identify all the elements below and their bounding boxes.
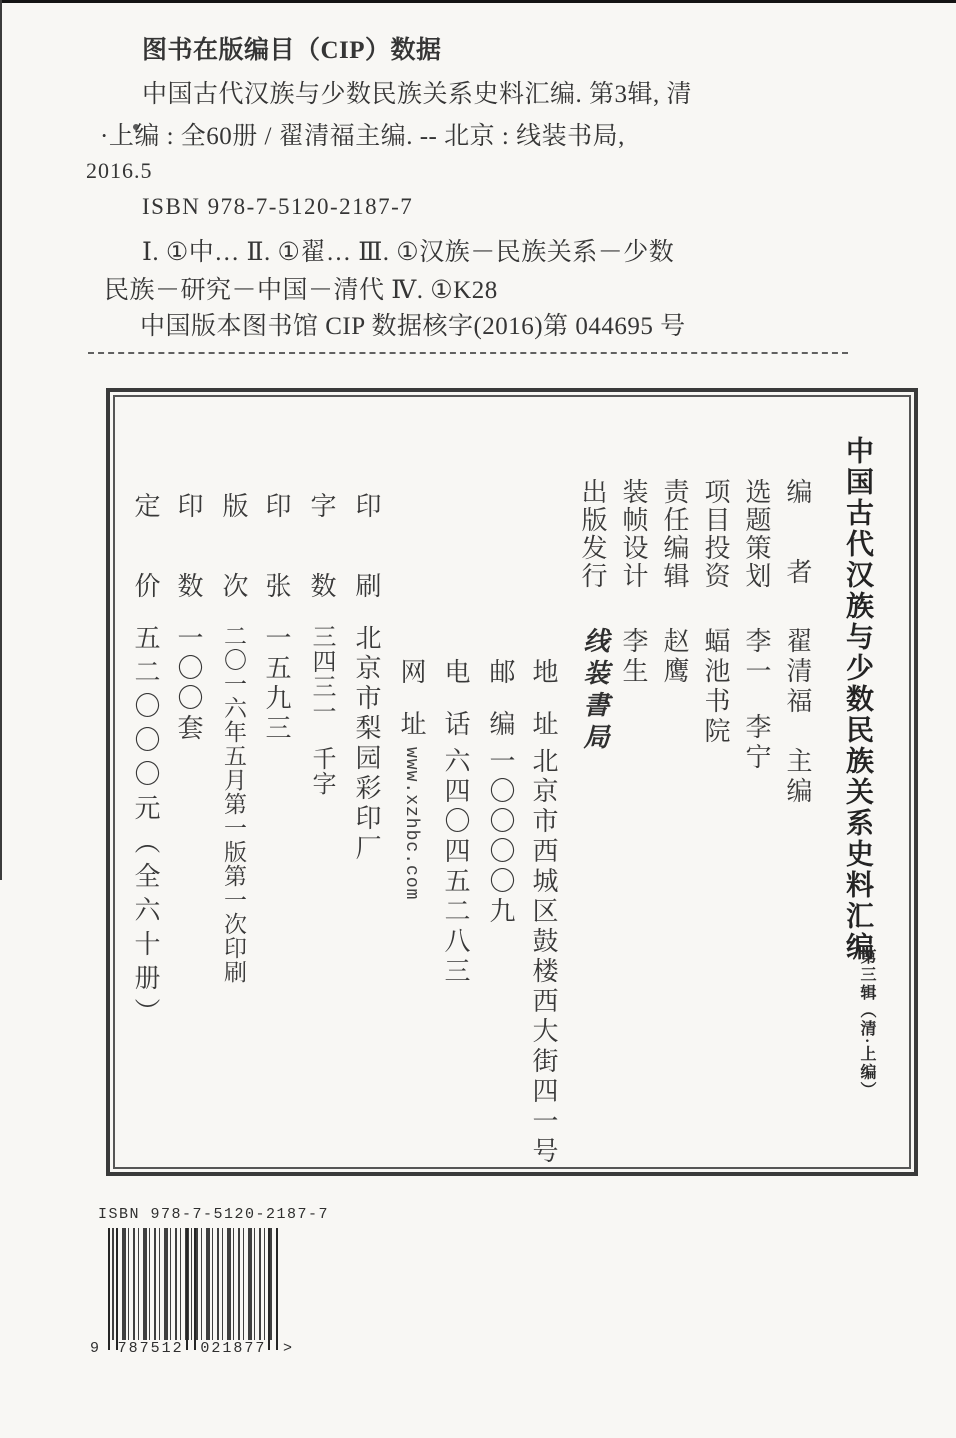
barcode-guard-middle	[186, 1228, 196, 1350]
value-printer: 北京市梨园彩印厂	[352, 624, 381, 864]
value-phone: 六四〇四五二八三	[441, 747, 470, 987]
colophon-box	[106, 388, 918, 1176]
word-count-number: 三四三一	[308, 624, 334, 724]
label-edition: 版次	[219, 492, 248, 652]
barcode-digit-group-2: 021877	[200, 1340, 267, 1357]
value-planning	[741, 627, 771, 773]
barcode-guard-right	[268, 1228, 278, 1350]
value-price: 五二〇〇〇元（全六十册）	[131, 624, 160, 1032]
book-subtitle-vertical: 第三辑（清·上编）	[858, 948, 875, 1100]
label-design: 装帧设计	[619, 478, 648, 590]
label-word-count: 字数	[307, 492, 336, 652]
label-duty-editor: 责任编辑	[660, 478, 689, 590]
word-count-unit: 千字	[308, 746, 334, 796]
barcode-digit-group-1: 787512	[117, 1340, 184, 1357]
value-word-count	[306, 624, 336, 796]
cip-line-year: 2016.5	[86, 158, 153, 183]
label-address: 地址	[529, 658, 558, 762]
scan-edge-top	[0, 0, 956, 3]
barcode-digits	[90, 1340, 294, 1357]
label-publisher: 出版发行	[578, 478, 607, 590]
value-sheets: 一五九三	[262, 624, 291, 744]
cip-line-edition: ·上编 : 全60册 / 翟清福主编. -- 北京 : 线装书局,	[100, 123, 625, 150]
label-investment: 项目投资	[701, 478, 730, 590]
value-postcode: 一〇〇〇〇九	[486, 747, 515, 927]
book-title-vertical: 中国古代汉族与少数民族关系史料汇编	[842, 436, 873, 963]
label-phone: 电话	[441, 658, 470, 762]
planner-2: 李宁	[742, 713, 771, 773]
cip-line-classification-2: 民族－研究－中国－清代 Ⅳ. ①K28	[104, 277, 498, 304]
value-duty-editor: 赵鹰	[660, 627, 689, 687]
value-edition: 二〇一六年五月第一版第一次印刷	[221, 624, 246, 984]
value-investment: 蝠池书院	[701, 627, 730, 747]
barcode-arrow: >	[282, 1340, 294, 1357]
cip-line-record-number: 中国版本图书馆 CIP 数据核字(2016)第 044695 号	[140, 313, 686, 340]
barcode-isbn-text: ISBN 978-7-5120-2187-7	[98, 1206, 330, 1223]
label-price: 定价	[131, 492, 160, 652]
value-editor	[782, 627, 812, 807]
publisher-signature: 线装書局	[580, 627, 609, 755]
label-editor: 编者	[783, 478, 812, 638]
label-website: 网址	[397, 658, 426, 762]
label-postcode: 邮编	[486, 658, 515, 762]
cip-line-isbn: ISBN 978-7-5120-2187-7	[142, 194, 414, 219]
cip-line-title: 中国古代汉族与少数民族关系史料汇编. 第3辑, 清	[142, 81, 693, 108]
label-print-run: 印数	[174, 492, 203, 652]
dashed-divider	[88, 352, 848, 354]
label-planning: 选题策划	[742, 478, 771, 590]
scan-edge-left	[0, 0, 2, 880]
value-print-run: 一〇〇套	[174, 624, 203, 744]
barcode-guard-left	[108, 1228, 118, 1350]
value-website: www.xzhbc.com	[401, 747, 421, 901]
barcode-digit-lead: 9	[90, 1340, 102, 1357]
planner-1: 李一	[742, 627, 771, 687]
editor-role: 主编	[783, 747, 812, 807]
cip-line-classification-1: Ⅰ. ①中… Ⅱ. ①翟… Ⅲ. ①汉族－民族关系－少数	[142, 239, 675, 266]
label-printer: 印刷	[352, 492, 381, 652]
label-sheets: 印张	[262, 492, 291, 652]
value-address: 北京市西城区鼓楼西大街四一号	[529, 747, 558, 1167]
cip-heading: 图书在版编目（CIP）数据	[142, 37, 442, 64]
editor-name: 翟清福	[783, 627, 812, 717]
value-design: 李生	[619, 627, 648, 687]
